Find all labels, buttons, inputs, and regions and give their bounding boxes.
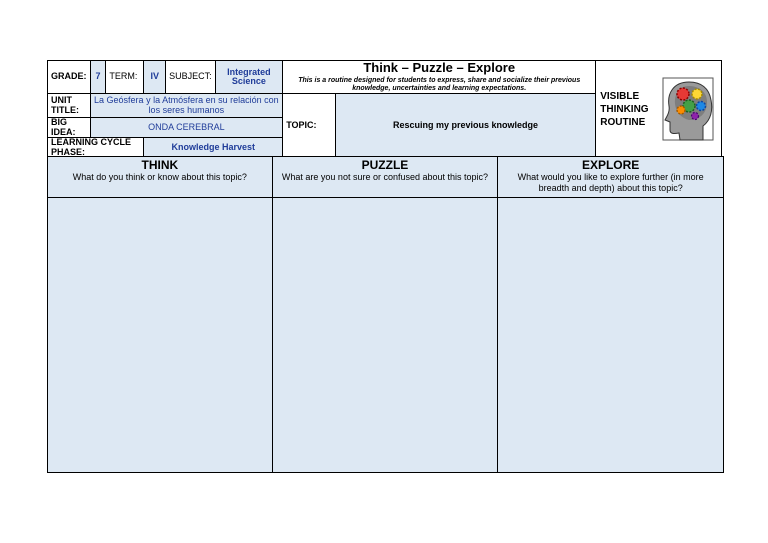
routine-line-visible: VISIBLE — [600, 90, 640, 102]
think-answer-area[interactable] — [48, 197, 273, 472]
grade-value: 7 — [90, 61, 106, 94]
explore-title: EXPLORE — [581, 158, 640, 172]
routine-description: This is a routine designed for students to express, share and socialize their previous knowledge, uncertainties and learning expectations. — [298, 76, 581, 93]
routine-table — [47, 156, 724, 473]
cycle-phase-value: Knowledge Harvest — [144, 138, 283, 158]
term-label: TERM: — [106, 61, 144, 94]
title-block — [283, 61, 596, 94]
unit-title-value: La Geósfera y la Atmósfera en su relación con los seres humanos — [90, 94, 283, 118]
unit-title-label: UNIT TITLE: — [48, 94, 91, 118]
puzzle-answer-area[interactable] — [272, 197, 498, 472]
think-question: What do you think or know about this topic? — [72, 172, 247, 183]
big-idea-value: ONDA CEREBRAL — [90, 118, 283, 138]
explore-question: What would you like to explore further (in more breadth and depth) about this topic? — [517, 172, 704, 194]
big-idea-label: BIG IDEA: — [48, 118, 91, 138]
routine-line-thinking: THINKING — [600, 103, 649, 115]
routine-line-routine: ROUTINE — [600, 116, 646, 128]
subject-label: SUBJECT: — [166, 61, 216, 94]
topic-value: Rescuing my previous knowledge — [335, 94, 595, 158]
subject-value: Integrated Science — [215, 61, 283, 94]
puzzle-title: PUZZLE — [361, 158, 409, 172]
term-value: IV — [144, 61, 166, 94]
think-title: THINK — [141, 158, 179, 172]
routine-name — [600, 90, 648, 129]
header-table — [47, 60, 722, 158]
think-header — [48, 157, 273, 198]
head-gears-icon — [659, 74, 717, 144]
puzzle-header — [272, 157, 498, 198]
routine-title: Think – Puzzle – Explore — [363, 60, 516, 75]
explore-answer-area[interactable] — [498, 197, 724, 472]
explore-header — [498, 157, 724, 198]
routine-badge — [596, 61, 722, 158]
puzzle-question: What are you not sure or confused about this topic? — [281, 172, 489, 183]
topic-label: TOPIC: — [283, 94, 336, 158]
cycle-phase-label: LEARNING CYCLE PHASE: — [48, 138, 144, 158]
grade-label: GRADE: — [48, 61, 91, 94]
